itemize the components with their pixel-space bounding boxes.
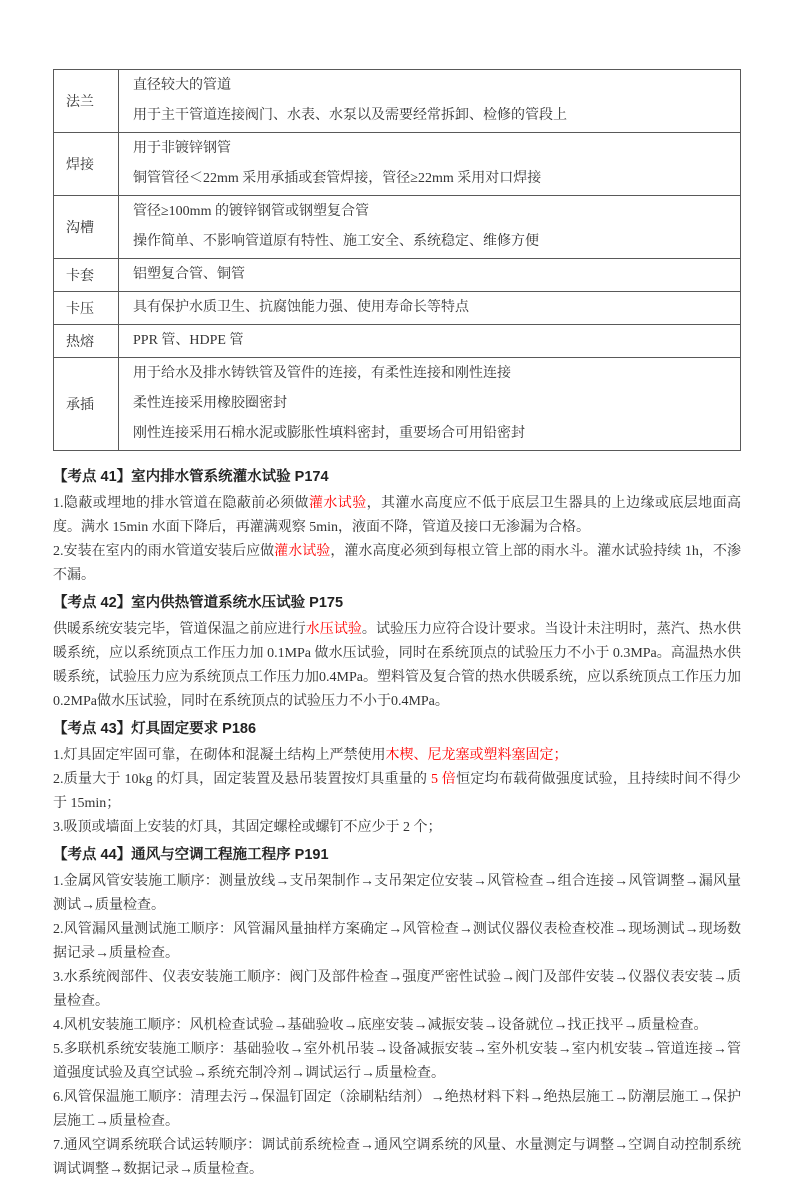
- paragraph: [53, 768, 741, 816]
- section-heading-kaodian-43: 【考点 43】灯具固定要求 P186: [53, 721, 257, 737]
- row-content: [119, 196, 741, 259]
- cell-line: 铜管管径＜22mm 采用承插或套管焊接，管径≥22mm 采用对口焊接: [133, 171, 542, 186]
- body-text: 5.多联机系统安装施工顺序：基础验收→室外机吊装→设备减振安装→室外机安装→室内机安装→管道连接→管道强度试验及真空试验→系统充制冷剂→调试运行→质量检查。: [53, 1042, 741, 1081]
- section-heading-kaodian-44: 【考点 44】通风与空调工程施工程序 P191: [53, 847, 329, 863]
- paragraph: [53, 870, 741, 918]
- highlight-red-text: 灌水试验: [308, 496, 367, 511]
- cell-line: PPR 管、HDPE 管: [133, 333, 244, 348]
- row-label: 焊接: [54, 133, 119, 196]
- row-label: 卡压: [54, 292, 119, 325]
- paragraph: [53, 1134, 741, 1182]
- section-heading-kaodian-41: 【考点 41】室内排水管系统灌水试验 P174: [53, 469, 329, 485]
- cell-line: 用于主干管道连接阀门、水表、水泵以及需要经常拆卸、检修的管段上: [133, 108, 567, 123]
- body-text: 恒定均布载荷做强度试验，且持续时间不得少于 15min；: [53, 772, 742, 811]
- table-row: [54, 325, 741, 358]
- body-text: 2.安装在室内的雨水管道安装后应做: [53, 544, 275, 559]
- paragraph: [53, 1038, 741, 1086]
- paragraph: [53, 618, 741, 714]
- paragraph: [53, 816, 741, 840]
- body-text: ，其灌水高度应不低于底层卫生器具的上边缘或底层地面高度。满水 15min 水面下降后，再灌满观察 5min，液面不降，管道及接口无渗漏为合格。: [53, 496, 742, 535]
- row-label: 承插: [54, 358, 119, 451]
- body-text: 3.吸顶或墙面上安装的灯具，其固定螺栓或螺钉不应少于 2 个；: [53, 820, 442, 835]
- body-text: 1.金属风管安装施工顺序：测量放线→支吊架制作→支吊架定位安装→风管检查→组合连接→风管调整→漏风量测试→质量检查。: [53, 874, 741, 913]
- paragraph: [53, 744, 741, 768]
- paragraph: [53, 540, 741, 588]
- highlight-red-text: 木楔、尼龙塞或塑料塞固定；: [385, 748, 568, 763]
- body-text: 2.风管漏风量测试施工顺序：风管漏风量抽样方案确定→风管检查→测试仪器仪表检查校准→现场测试→现场数据记录→质量检查。: [53, 922, 741, 961]
- table-row: [54, 196, 741, 259]
- section-heading-kaodian-42: 【考点 42】室内供热管道系统水压试验 P175: [53, 595, 344, 611]
- paragraph: [53, 492, 741, 540]
- row-content: [119, 259, 741, 292]
- cell-line: 铝塑复合管、铜管: [133, 267, 245, 282]
- cell-line: 用于给水及排水铸铁管及管件的连接，有柔性连接和刚性连接: [133, 366, 511, 381]
- cell-line: 柔性连接采用橡胶圈密封: [133, 396, 287, 411]
- table-row: [54, 358, 741, 451]
- body-text: 7.通风空调系统联合试运转顺序：调试前系统检查→通风空调系统的风量、水量测定与调整→空调自动控制系统调试调整→数据记录→质量检查。: [53, 1138, 741, 1177]
- cell-line: 操作简单、不影响管道原有特性、施工安全、系统稳定、维修方便: [133, 234, 539, 249]
- body-text: 3.水系统阀部件、仪表安装施工顺序：阀门及部件检查→强度严密性试验→阀门及部件安装→仪器仪表安装→质量检查。: [53, 970, 741, 1009]
- body-text: 6.风管保温施工顺序：清理去污→保温钉固定（涂刷粘结剂）→绝热材料下料→绝热层施工→防潮层施工→保护层施工→质量检查。: [53, 1090, 741, 1129]
- row-content: [119, 292, 741, 325]
- body-text: 1.隐蔽或埋地的排水管道在隐蔽前必须做: [53, 496, 309, 511]
- highlight-red-text: 灌水试验: [274, 544, 331, 559]
- body-text: 1.灯具固定牢固可靠，在砌体和混凝土结构上严禁使用: [53, 748, 386, 763]
- body-text: ，灌水高度必须到每根立管上部的雨水斗。灌水试验持续 1h，不渗不漏。: [53, 544, 742, 583]
- pipe-connection-table-body: [54, 70, 741, 451]
- sections: [53, 451, 741, 1182]
- body-text: 。试验压力应符合设计要求。当设计未注明时，蒸汽、热水供暖系统，应以系统顶点工作压力加 0.1MPa 做水压试验，同时在系统顶点的试验压力不小于 0.3MPa。高温热水供暖系统，试验压力应为系统顶点工作压力加0.4MPa。塑料管及复合管的热水供暖系统，应以系统顶点工作压力加0.2MPa做水压试验，同时在系统顶点的试验压力不小于0.4MPa。: [53, 622, 742, 709]
- row-content: [119, 325, 741, 358]
- table-row: [54, 70, 741, 133]
- row-label: 热熔: [54, 325, 119, 358]
- cell-line: 具有保护水质卫生、抗腐蚀能力强、使用寿命长等特点: [133, 300, 469, 315]
- row-content: [119, 133, 741, 196]
- paragraph: [53, 966, 741, 1014]
- row-label: 沟槽: [54, 196, 119, 259]
- cell-line: 直径较大的管道: [133, 78, 231, 93]
- paragraph: [53, 918, 741, 966]
- body-text: 供暖系统安装完毕，管道保温之前应进行: [53, 622, 306, 637]
- body-text: 2.质量大于 10kg 的灯具，固定装置及悬吊装置按灯具重量的: [53, 772, 432, 787]
- body-text: 4.风机安装施工顺序：风机检查试验→基础验收→底座安装→减振安装→设备就位→找正找平→质量检查。: [53, 1018, 708, 1033]
- highlight-red-text: 水压试验: [305, 622, 362, 637]
- row-label: 卡套: [54, 259, 119, 292]
- table-row: [54, 292, 741, 325]
- row-label: 法兰: [54, 70, 119, 133]
- pipe-connection-table: [53, 69, 741, 451]
- table-row: [54, 133, 741, 196]
- cell-line: 管径≥100mm 的镀锌钢管或钢塑复合管: [133, 204, 369, 219]
- highlight-red-text: 5 倍: [431, 772, 457, 787]
- table-row: [54, 259, 741, 292]
- paragraph: [53, 1014, 741, 1038]
- paragraph: [53, 1086, 741, 1134]
- cell-line: 用于非镀锌钢管: [133, 141, 231, 156]
- row-content: [119, 358, 741, 451]
- row-content: [119, 70, 741, 133]
- cell-line: 刚性连接采用石棉水泥或膨胀性填料密封，重要场合可用铅密封: [133, 426, 525, 441]
